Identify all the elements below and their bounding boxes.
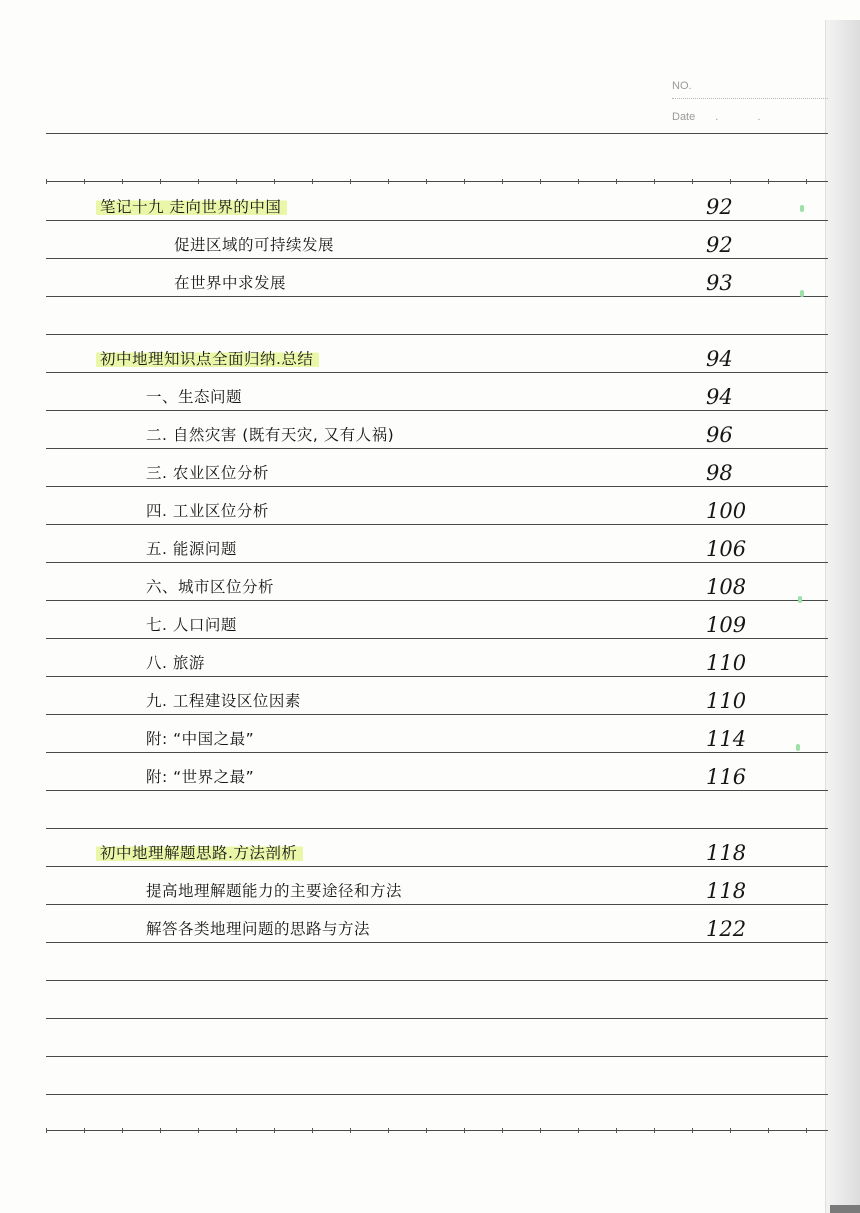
item-title: 五. 能源问题 <box>146 540 237 558</box>
rule-line <box>46 676 828 677</box>
item-title: 四. 工业区位分析 <box>146 502 269 520</box>
rule-line <box>46 486 828 487</box>
page-number: 110 <box>706 651 747 675</box>
section-title: 初中地理知识点全面归纳.总结 <box>96 347 319 369</box>
rule-line <box>46 133 828 134</box>
rule-line <box>46 790 828 791</box>
page-number: 96 <box>706 423 733 447</box>
rule-line <box>46 258 828 259</box>
item-title: 二. 自然灾害 (既有天灾, 又有人祸) <box>146 426 395 444</box>
no-label: NO. <box>672 80 692 92</box>
toc-item-row <box>46 384 786 410</box>
toc-item-row <box>46 498 786 524</box>
toc-item-row <box>46 612 786 638</box>
toc-item-row <box>46 536 786 562</box>
no-dotted-line <box>672 98 828 99</box>
rule-line <box>46 638 828 639</box>
page-number: 108 <box>706 575 747 599</box>
page-number: 122 <box>706 917 747 941</box>
toc-item-row <box>46 916 786 942</box>
toc-item-row <box>46 460 786 486</box>
item-title: 七. 人口问题 <box>146 616 237 634</box>
rule-line-ticked <box>46 1130 828 1131</box>
item-title: 一、生态问题 <box>146 388 243 406</box>
corner-mark <box>830 1205 860 1213</box>
toc-item-row <box>46 764 786 790</box>
page-number: 110 <box>706 689 747 713</box>
rule-line <box>46 714 828 715</box>
date-label: Date <box>672 111 696 123</box>
toc-section-row <box>46 840 786 866</box>
item-title: 解答各类地理问题的思路与方法 <box>146 920 371 938</box>
item-title: 六、城市区位分析 <box>146 578 275 596</box>
item-title: 提高地理解题能力的主要途径和方法 <box>146 882 403 900</box>
page-number: 93 <box>706 271 733 295</box>
toc-item-row <box>46 270 786 296</box>
page-number: 116 <box>706 765 747 789</box>
page-number: 118 <box>706 841 747 865</box>
page-number: 92 <box>706 195 733 219</box>
rule-line <box>46 828 828 829</box>
rule-line-ticked <box>46 181 828 182</box>
date-field <box>672 111 832 123</box>
scan-mark <box>800 290 804 297</box>
toc-item-row <box>46 726 786 752</box>
scan-mark <box>796 744 800 751</box>
page-number: 94 <box>706 347 733 371</box>
toc-item-row <box>46 574 786 600</box>
page-number: 92 <box>706 233 733 257</box>
date-separators: . . <box>715 111 779 123</box>
item-title: 八. 旅游 <box>146 654 205 672</box>
item-title: 九. 工程建设区位因素 <box>146 692 301 710</box>
page-number: 109 <box>706 613 747 637</box>
toc-item-row <box>46 688 786 714</box>
item-title: 在世界中求发展 <box>174 274 287 292</box>
toc-item-row <box>46 878 786 904</box>
item-title: 附: “中国之最” <box>146 730 255 748</box>
rule-line <box>46 942 828 943</box>
section-title: 初中地理解题思路.方法剖析 <box>96 841 303 863</box>
rule-line <box>46 410 828 411</box>
toc-section-row <box>46 194 786 220</box>
toc-item-row <box>46 232 786 258</box>
page-edge <box>825 20 860 1213</box>
item-title: 附: “世界之最” <box>146 768 255 786</box>
page-number: 94 <box>706 385 733 409</box>
item-title: 促进区域的可持续发展 <box>174 236 335 254</box>
rule-line <box>46 448 828 449</box>
rule-line <box>46 220 828 221</box>
rule-line <box>46 904 828 905</box>
toc-item-row <box>46 422 786 448</box>
page-number: 114 <box>706 727 747 751</box>
rule-line <box>46 1094 828 1095</box>
rule-line <box>46 372 828 373</box>
rule-line <box>46 296 828 297</box>
toc-section-row <box>46 346 786 372</box>
rule-line <box>46 524 828 525</box>
rule-line <box>46 600 828 601</box>
rule-line <box>46 752 828 753</box>
scan-mark <box>798 596 802 603</box>
rule-line <box>46 562 828 563</box>
section-title: 笔记十九 走向世界的中国 <box>96 195 287 217</box>
toc-item-row <box>46 650 786 676</box>
rule-line <box>46 980 828 981</box>
page-number: 106 <box>706 537 747 561</box>
page-header <box>672 80 832 123</box>
rule-line <box>46 334 828 335</box>
page-number: 98 <box>706 461 733 485</box>
rule-line <box>46 1056 828 1057</box>
item-title: 三. 农业区位分析 <box>146 464 269 482</box>
page-number: 100 <box>706 499 747 523</box>
page-number: 118 <box>706 879 747 903</box>
rule-line <box>46 1018 828 1019</box>
rule-line <box>46 866 828 867</box>
scan-mark <box>800 205 804 212</box>
